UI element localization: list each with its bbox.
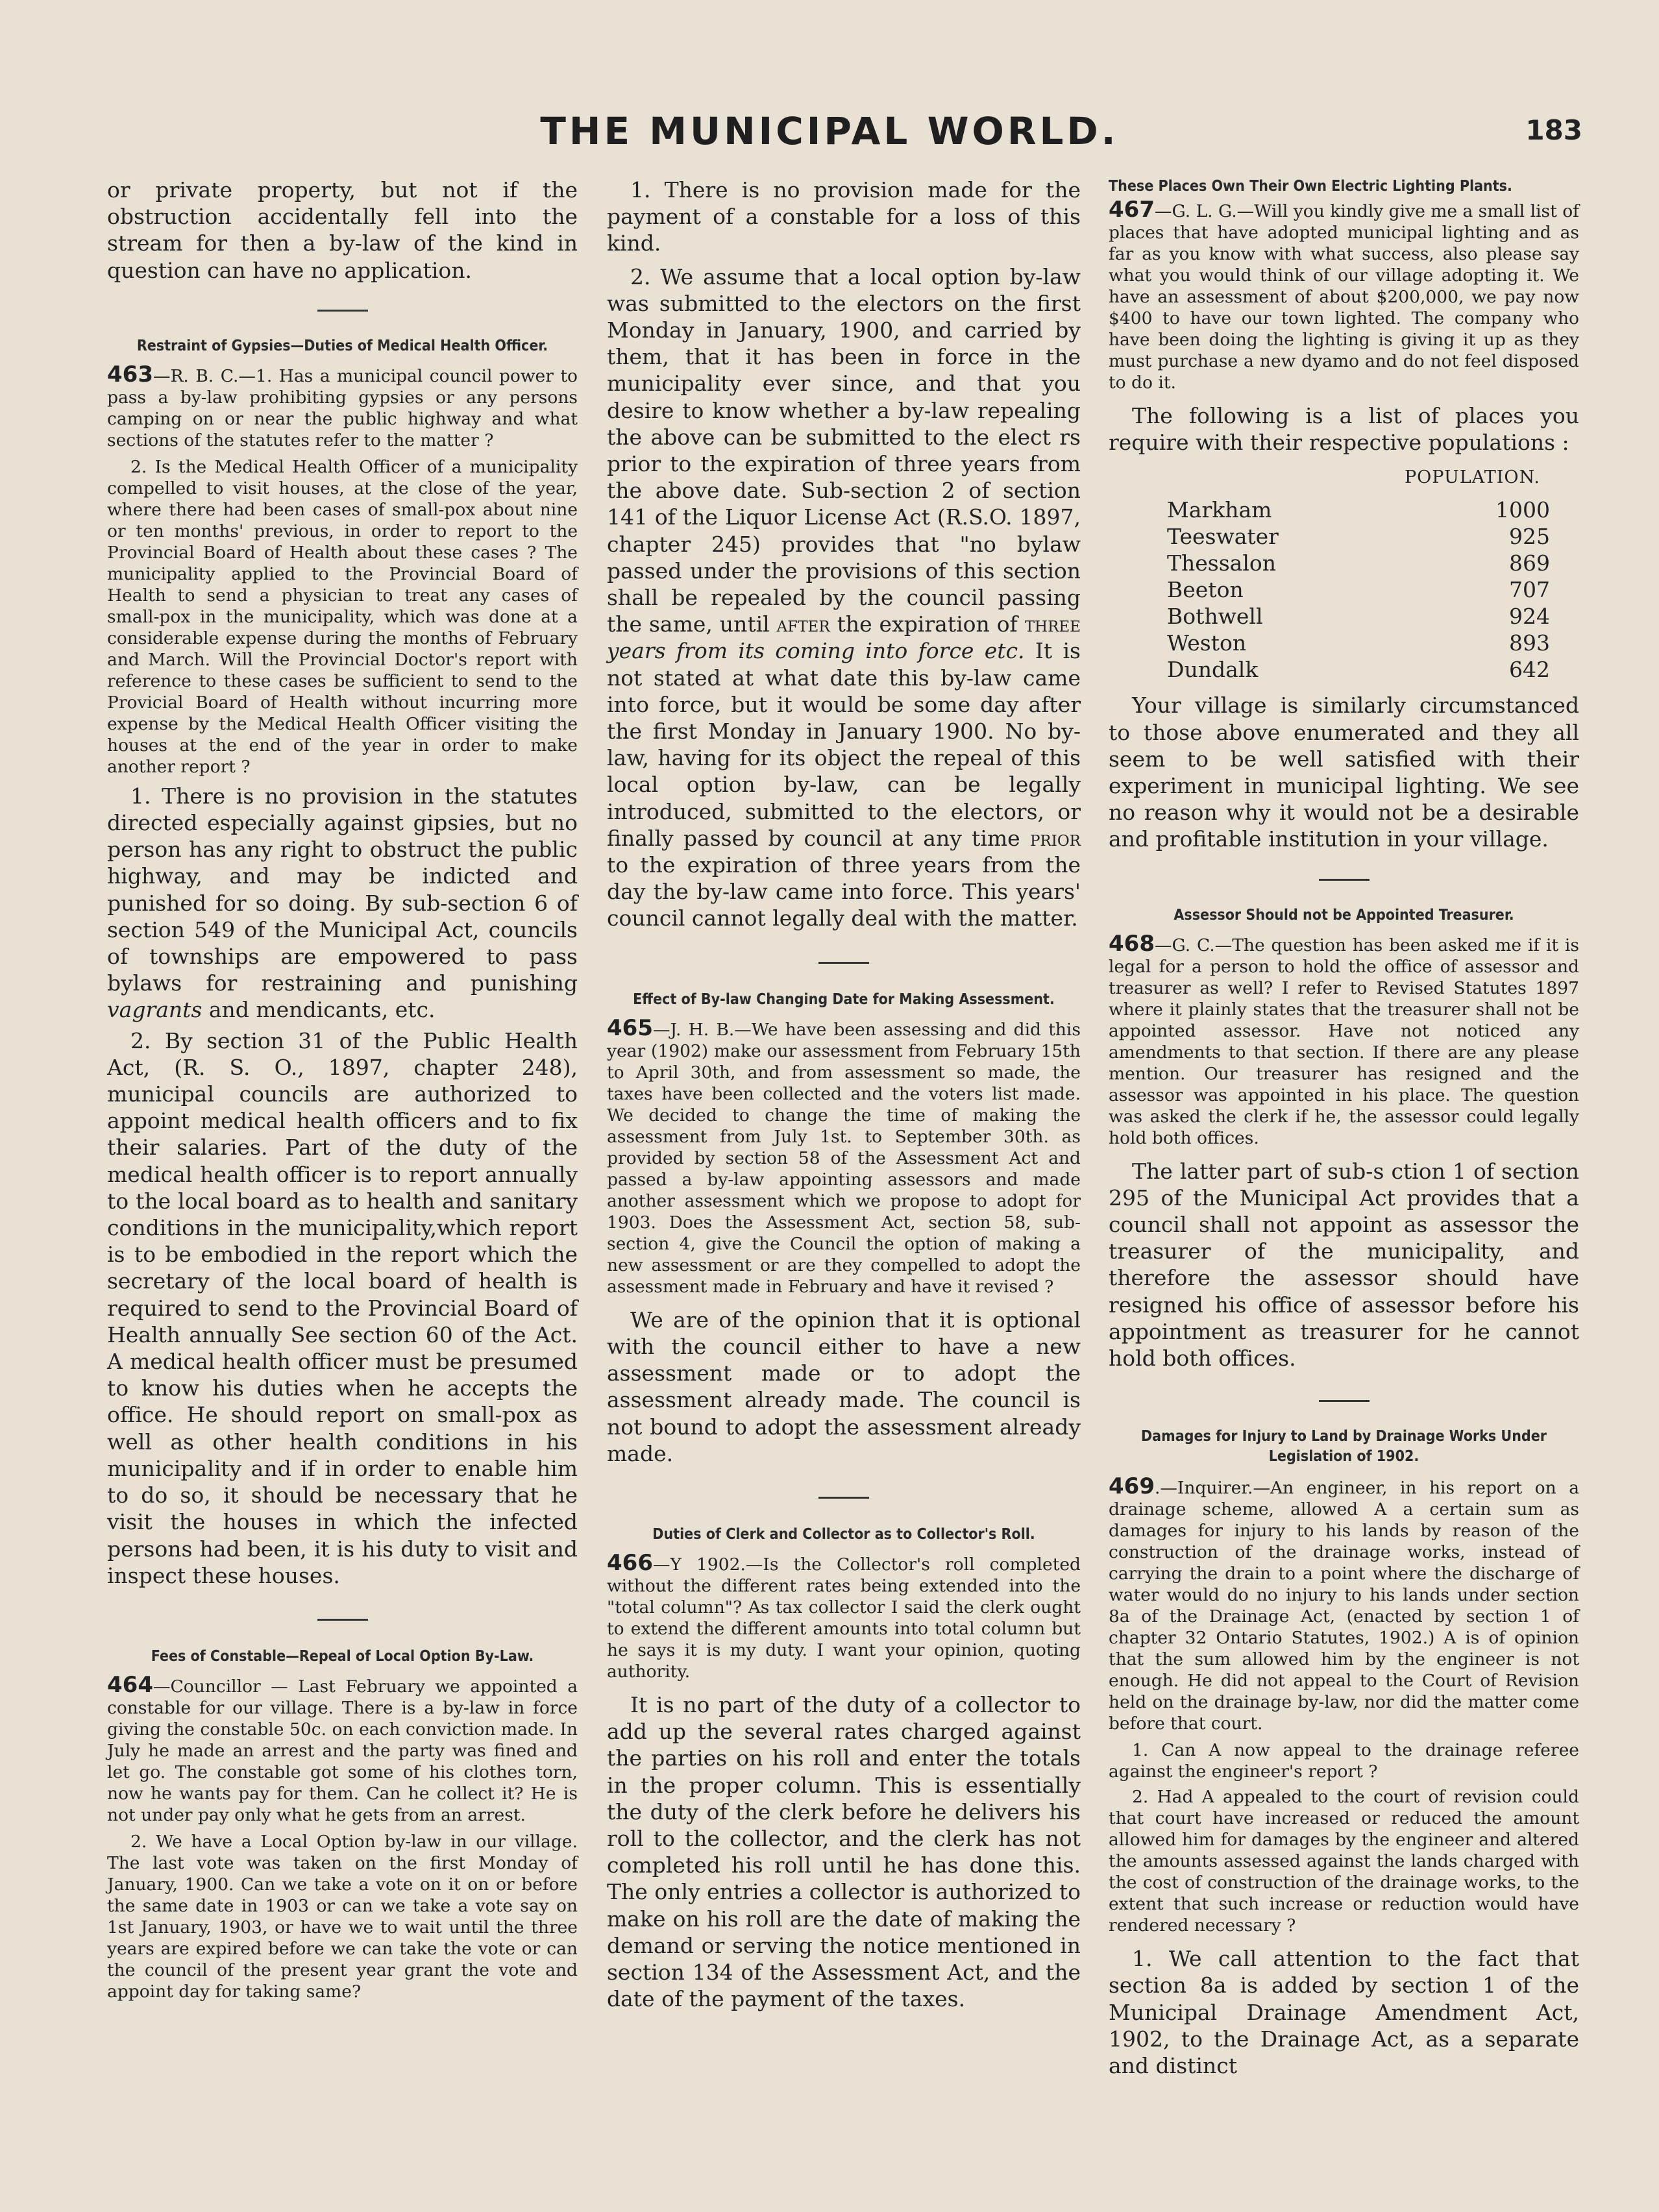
answer-small-caps: prior — [1029, 825, 1081, 851]
place-population: 869 — [1509, 550, 1550, 576]
question-465 — [607, 1014, 1081, 1297]
question-469-part-2: 2. Had A appealed to the court of revision could that court have increased or reduced the amount allowed him for damages by the engineer and altered the amounts assessed against the lands charged with the cost of construction of the drainage works, to the extent that such increase or reduction would have rendered necessary ? — [1109, 1787, 1579, 1936]
paragraph-intro: or private property, but not if the obstruction accidentally fell into the stream for then a by-law of the kind in question can have no application. — [107, 177, 578, 283]
place-population: 642 — [1509, 657, 1550, 683]
population-row — [1109, 656, 1550, 683]
section-divider — [317, 1619, 368, 1621]
question-text: —G. L. G.—Will you kindly give me a small list of places that have adopted municipal lighting and as far as you know with what success, also please say what you would think of our village adopting it. We have an assessment of about $200,000, we pay now $400 to have our town lighted. The company who have been doing the lighting is giving it up as they must purchase a new dyamo and do not feel disposed to do it. — [1109, 201, 1579, 393]
question-text: —R. B. C.—1. Has a municipal council power to pass a by-law prohibiting gypsies or any persons camping on or near the public highway and what sections of the statutes refer to the matter ? — [107, 365, 578, 450]
question-466 — [607, 1549, 1081, 1682]
question-469-part-1: 1. Can A now appeal to the drainage referee against the engineer's report ? — [1109, 1740, 1579, 1782]
population-header: POPULATION. — [1405, 467, 1540, 488]
section-heading-assessment-date: Effect of By-law Changing Date for Making Assessment. — [633, 990, 1055, 1008]
place-population: 707 — [1509, 577, 1550, 603]
population-row — [1109, 630, 1550, 656]
question-number: 465 — [607, 1014, 653, 1041]
question-number: 463 — [107, 361, 153, 387]
population-row — [1109, 523, 1550, 550]
place-name: Beeton — [1167, 577, 1244, 603]
answer-463-part-2: 2. By section 31 of the Public Health Act, (R. S. O., 1897, chapter 248), municipal councils are authorized to appoint medical health officers and to fix their salaries. Part of the duty of the medical health officer is to report annually to the local board as to health and sanitary conditions in the municipality,which report is to be embodied in the report which the secretary of the local board of health is required to send to the Provincial Board of Health annually See section 60 of the Act. A medical health officer must be presumed to know his duties when he accepts the office. He should report on small-pox as well as other health conditions in his municipality and if in order to enable him to do so, it should be necessary that he visit the houses in which the infected persons had been, it is his duty to visit and inspect these houses. — [107, 1027, 578, 1588]
answer-463-part-1 — [107, 783, 578, 1024]
section-heading-lighting: These Places Own Their Own Electric Lighting Plants. — [1109, 178, 1512, 195]
question-text: .—Inquirer.—An engineer, in his report on a drainage scheme, allowed A a certain sum as damages for injury to his lands by reason of the construction of the drainage works, instead of carrying the drain to a point where the discharge of water would do no injury to his lands under section 8a of the Drainage Act, (enacted by section 1 of chapter 32 Ontario Statutes, 1902.) A is of opinion that the sum allowed him by the engineer is not enough. He did not appeal to the Court of Revision held on the drainage by-law, nor did the matter come before that court. — [1109, 1478, 1579, 1734]
population-row — [1109, 497, 1550, 523]
place-name: Weston — [1167, 630, 1247, 656]
answer-468: The latter part of sub-s ction 1 of section 295 of the Municipal Act provides that a council shall not appoint as assessor the treasurer of the municipality, and therefore the assessor should have resigned his office of assessor before his appointment as treasurer for he cannot hold both offices. — [1109, 1158, 1579, 1371]
answer-464-part-2 — [607, 264, 1081, 932]
question-number: 469 — [1109, 1473, 1155, 1500]
section-divider — [1319, 1400, 1370, 1402]
page-header — [0, 109, 1659, 161]
page-title: THE MUNICIPAL WORLD. — [540, 109, 1119, 153]
place-population: 925 — [1509, 524, 1550, 550]
answer-text: 1. There is no provision in the statutes directed especially against gipsies, but no person has any right to obstruct the public highway, and may be indicted and punished for so doing. By sub-section 6 of section 549 of the Municipal Act, councils of townships are empowered to pass bylaws for restraining and punishing — [107, 783, 578, 996]
answer-small-caps: after — [776, 611, 830, 637]
place-name: Thessalon — [1167, 550, 1277, 576]
section-divider — [1319, 879, 1370, 881]
section-divider — [818, 1497, 869, 1499]
question-464-part-2: 2. We have a Local Option by-law in our village. The last vote was taken on the first Monday of January, 1900. Can we take a vote on it on or before the same date in 1903 or can we take a vote say on 1st January, 1903, or have we to wait until the three years are expired before we can take the vote or can the council of the present year grant the vote and appoint day for taking same? — [107, 1831, 578, 2002]
place-population: 893 — [1509, 630, 1550, 656]
place-population: 924 — [1509, 604, 1550, 630]
page-number: 183 — [1525, 114, 1582, 146]
answer-465: We are of the opinion that it is optional with the council either to have a new assessment made or to adopt the assessment already made. The council is not bound to adopt the assessment already made. — [607, 1307, 1081, 1466]
answer-emphasis: vagrants — [107, 997, 203, 1023]
section-heading-assessor-treasurer: Assessor Should not be Appointed Treasurer. — [1174, 906, 1514, 924]
question-number: 466 — [607, 1549, 653, 1576]
population-table — [1109, 497, 1550, 683]
population-row — [1109, 576, 1550, 603]
place-name: Dundalk — [1167, 657, 1259, 683]
question-text: —J. H. B.—We have been assessing and did this year (1902) make our assessment from February 15th to April 30th, and from assessment so made, the taxes have been collected and the voters list made. We decided to change the time of making the assessment from July 1st. to September 30th. as provided by section 58 of the Assessment Act and passed a by-law appointing assessors and made another assessment which we propose to adopt for 1903. Does the Assessment Act, section 58, sub-section 4, give the Council the option of making a new assessment or are they compelled to adopt the assessment made in February and have it revised ? — [607, 1019, 1081, 1297]
question-463-part-2: 2. Is the Medical Health Officer of a municipality compelled to visit houses, at the close of the year, where there had been cases of small-pox about nine or ten months' previous, in order to report to the Provincial Board of Health about these cases ? The municipality applied to the Provincial Board of Health to send a physician to treat any cases of small-pox in the municipality, which was done at a considerable expense during the months of February and March. Will the Provincial Doctor's report with reference to these cases be sufficient to send to the Provicial Board of Health without incurring more expense by the Medical Health Officer visiting the houses at the end of the year in order to make another report ? — [107, 456, 578, 777]
section-divider — [317, 310, 368, 312]
place-name: Teeswater — [1167, 524, 1279, 550]
place-name: Bothwell — [1167, 604, 1263, 630]
question-text: —Councillor — Last February we appointed a constable for our village. There is a by-law in force giving the constable 50c. on each conviction made. In July he made an arrest and the party was fined and let go. The constable got some of his clothes torn, now he wants pay for them. Can he collect it? He is not under pay only what he gets from an arrest. — [107, 1676, 578, 1825]
population-row — [1109, 603, 1550, 630]
column-1 — [107, 177, 578, 2002]
question-number: 468 — [1109, 930, 1155, 957]
column-3 — [1109, 177, 1579, 2079]
answer-small-caps: three — [1024, 611, 1081, 637]
answer-469-part-1: 1. We call attention to the fact that section 8a is added by section 1 of the Municipal Drainage Amendment Act, 1902, to the Drainage Act, as a separate and distinct — [1109, 1946, 1579, 2079]
column-2 — [607, 177, 1081, 2012]
answer-464-part-1: 1. There is no provision made for the payment of a constable for a loss of this kind. — [607, 177, 1081, 256]
answer-text: It is not stated at what date this by-law came into force, but it would be some day after the first Monday in January 1900. No by-law, having for its object the repeal of this local option by-law, can be legally introduced, submitted to the electors, or finally passed by council at any time — [607, 638, 1081, 851]
place-population: 1000 — [1495, 497, 1550, 523]
answer-466: It is no part of the duty of a collector to add up the several rates charged against the parties on his roll and enter the totals in the proper column. This is essentially the duty of the clerk before he delivers his roll to the collector, and the clerk has not completed his roll until he has done this. The only entries a collector is authorized to make on his roll are the date of making the demand or serving the notice mentioned in section 134 of the Assessment Act, and the date of the payment of the taxes. — [607, 1691, 1081, 2012]
question-467 — [1109, 199, 1579, 393]
answer-text: 2. We assume that a local option by-law was submitted to the electors on the first Monday in January, 1900, and carried by them, that it has been in force in the municipality ever since, and that you desire to know whether a by-law repealing the above can be submitted to the elect rs prior to the expiration of three years from the above date. Sub-section 2 of section 141 of the Liquor License Act (R.S.O. 1897, chapter 245) provides that "no bylaw passed under the provisions of this section shall be repealed by the council passing the same, until — [607, 264, 1081, 637]
answer-text: the expiration of — [837, 611, 1018, 637]
question-464 — [107, 1671, 578, 1826]
answer-467-conclusion: Your village is similarly circumstanced to those above enumerated and they all seem to be well satisfied with their experiment in municipal lighting. We see no reason why it would not be a desirable and profitable institution in your village. — [1109, 693, 1579, 852]
section-heading-drainage: Damages for Injury to Land by Drainage Works Under Legislation of 1902. — [1141, 1428, 1547, 1466]
place-name: Markham — [1167, 497, 1272, 523]
question-number: 467 — [1109, 197, 1155, 223]
answer-467-intro: The following is a list of places you require with their respective populations : — [1109, 403, 1579, 456]
question-469 — [1109, 1473, 1579, 1734]
question-463 — [107, 361, 578, 451]
question-text: —G. C.—The question has been asked me if it is legal for a person to hold the office of assessor and treasurer as well? I refer to Revised Statutes 1897 where it plainly states that the treasurer shall not be appointed assessor. Have not noticed any amendments to that section. If there are any please mention. Our treasurer has resigned and the assessor was appointed in his place. The question was asked the clerk if he, the assessor could legally hold both offices. — [1109, 935, 1579, 1148]
question-468 — [1109, 930, 1579, 1149]
question-number: 464 — [107, 1671, 153, 1698]
answer-text: to the expiration of three years from the day the by-law came into force. This years' council cannot legally deal with the matter. — [607, 852, 1081, 931]
section-heading-constable: Fees of Constable—Repeal of Local Option By-Law. — [151, 1647, 534, 1665]
question-text: —Y 1902.—Is the Collector's roll completed without the different rates being extended into the "total column"? As tax collector I said the clerk ought to extend the different amounts into total column but he says it is my duty. I want your opinion, quoting authority. — [607, 1554, 1081, 1682]
population-row — [1109, 550, 1550, 576]
section-divider — [818, 962, 869, 964]
answer-emphasis: years from its coming into force etc. — [607, 638, 1025, 664]
section-heading-gypsies: Restraint of Gypsies—Duties of Medical Health Officer. — [136, 337, 548, 354]
section-heading-collector-roll: Duties of Clerk and Collector as to Collector's Roll. — [652, 1525, 1035, 1543]
answer-text: and mendicants, etc. — [208, 997, 436, 1023]
